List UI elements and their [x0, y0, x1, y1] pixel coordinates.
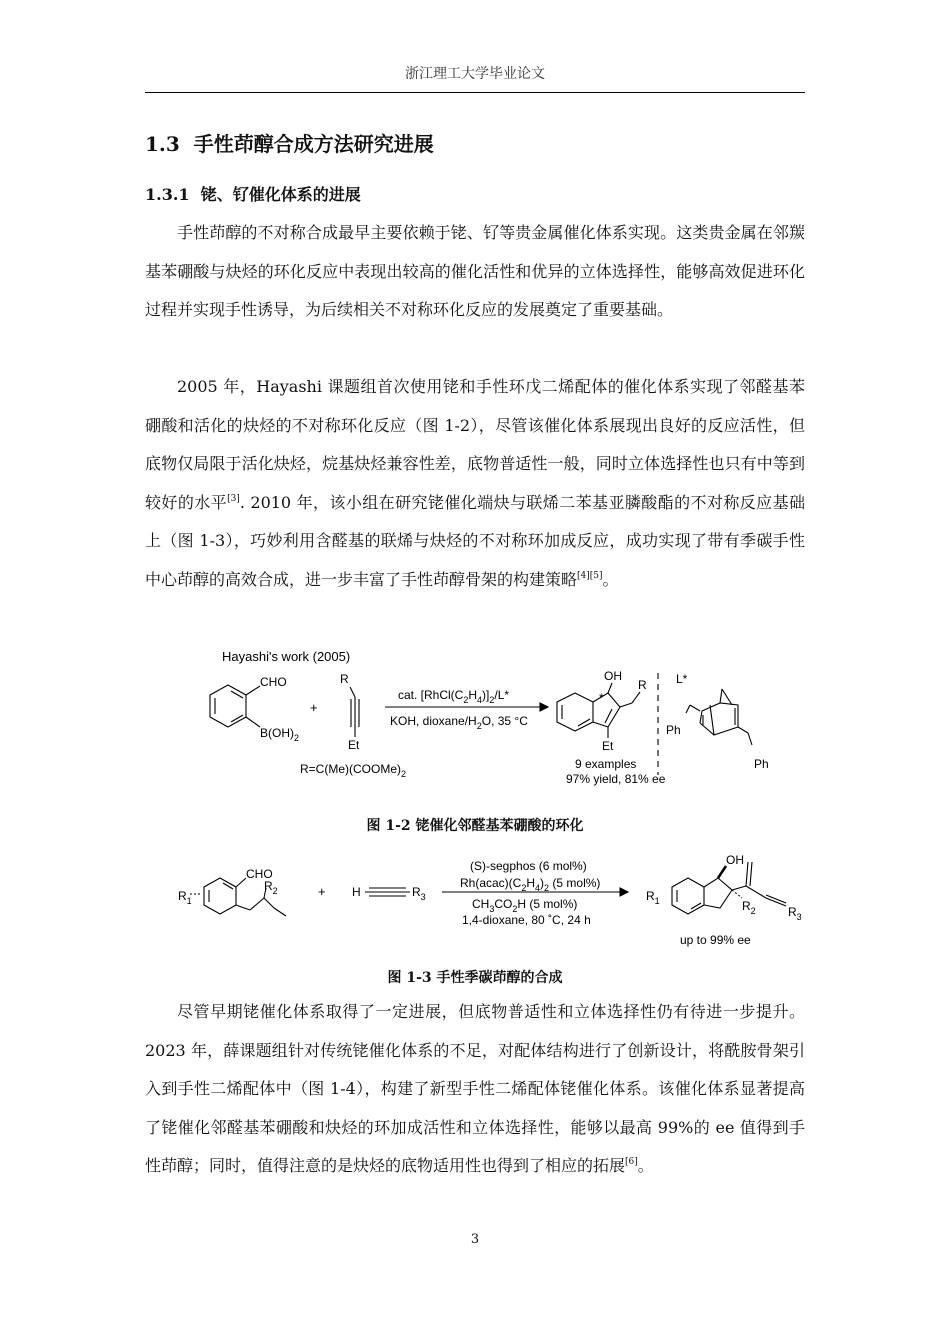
alkyne-h-label: H [352, 885, 361, 899]
p2-part1: 2005 年，Hayashi 课题组首次使用铑和手性环戊二烯配体的催化体系实现了邻醛基苯硼酸和活化的炔烃的不对称环化反应（图 1-2），尽管该催化体系展现出良好的反应活性，但底物仅局限于活化炔烃，烷基炔烃兼容性差，底物普适性一般，同时立体选择性也只有中等到较好的水平 [145, 377, 805, 512]
figure-1-2-scheme [200, 645, 800, 785]
section-title: 手性茚醇合成方法研究进展 [193, 132, 434, 156]
substrate-r1-label: $R_1$ [178, 889, 192, 906]
ligand-ph-2: Ph [754, 757, 769, 771]
product-2-r3-label: $R_3$ [788, 905, 802, 922]
plus-sign: + [310, 700, 318, 715]
p2-part2: . 2010 年，该小组在研究铑催化端炔与联烯二苯基亚膦酸酯的不对称反应基础上（图 1-3），巧妙利用含醛基的联烯与炔烃的不对称环加成反应，成功实现了带有季碳手性中心茚醇的高效合成，进一步丰富了手性茚醇骨架的构建策略 [145, 492, 805, 589]
citation-4-5: [4][5] [577, 570, 603, 581]
figure-1-3-scheme [180, 852, 810, 952]
alkyne-et-label: Et [348, 738, 360, 752]
boronic-acid-label: $B(OH)_2$ [260, 726, 300, 743]
product-2-r1-label: $R_1$ [646, 889, 660, 906]
product-oh-label: OH [604, 669, 622, 683]
page-number: 3 [470, 1232, 480, 1247]
paragraph-3 [145, 993, 805, 1186]
conditions-rh: $Rh(acac)(C_2H_4)_2$ (5 mol%) [460, 876, 601, 893]
p3-end: 。 [637, 1156, 654, 1176]
header-rule [145, 92, 805, 93]
running-header: 浙江理工大学毕业论文 [405, 66, 545, 82]
yield-ee: 97% yield, 81% ee [566, 772, 666, 786]
conditions-solvent-temp: 1,4-dioxane, 80 ˚C, 24 h [462, 913, 591, 927]
paragraph-2 [145, 368, 805, 600]
paragraph-1-text: 手性茚醇的不对称合成最早主要依赖于铑、钌等贵金属催化体系实现。这类贵金属在邻羰基苯硼酸与炔烃的环化反应中表现出较高的催化活性和优异的立体选择性，能够高效促进环化过程并实现手性诱导，为后续相关不对称环化反应的发展奠定了重要基础。 [145, 223, 805, 320]
hayashi-work-label: Hayashi's work (2005) [222, 649, 351, 664]
figure-1-3-caption: 图 1-3 手性季碳茚醇的合成 [387, 970, 563, 986]
substrate-cho-label: CHO [246, 867, 273, 881]
cho-label: CHO [260, 675, 287, 689]
p2-part3: 。 [602, 569, 619, 589]
citation-6: [6] [625, 1157, 638, 1168]
plus-sign-2: + [318, 884, 326, 899]
product-r-label: R [638, 678, 647, 692]
ligand-ph-1: Ph [666, 723, 681, 737]
ligand-structure [700, 703, 738, 735]
p3-text: 尽管早期铑催化体系取得了一定进展，但底物普适性和立体选择性仍有待进一步提升。2023 年，薛课题组针对传统铑催化体系的不足，对配体结构进行了创新设计，将酰胺骨架引入到手性二烯配体中（图 1-4），构建了新型手性二烯配体铑催化体系。该催化体系显著提高了铑催化邻醛基苯硼酸和炔烃的环加成活性和立体选择性，能够以最高 99%的 ee 值得到手性茚醇；同时，值得注意的是炔烃的底物适用性也得到了相应的拓展 [145, 1002, 805, 1176]
ligand-label: L* [676, 672, 688, 686]
section-heading [145, 128, 434, 157]
conditions-acid: $CH_3CO_2H$ (5 mol%) [472, 897, 578, 914]
citation-3: [3] [227, 493, 240, 504]
subsection-number: 1.3.1 [145, 185, 190, 204]
ee-value: up to 99% ee [680, 933, 751, 947]
figure-1-2-caption: 图 1-2 铑催化邻醛基苯硼酸的环化 [366, 818, 584, 834]
paragraph-2-text [145, 368, 805, 600]
substrate-r2-label: $R_2$ [264, 879, 278, 896]
section-number: 1.3 [145, 132, 180, 156]
product-et-label: Et [602, 739, 614, 753]
paragraph-3-text [145, 993, 805, 1186]
product-2-oh-label: OH [726, 853, 744, 867]
subsection-heading [145, 182, 361, 205]
examples-count: 9 examples [575, 757, 637, 771]
subsection-title: 铑、钌催化体系的进展 [200, 185, 361, 204]
conditions-ligand: (S)-segphos (6 mol%) [470, 859, 587, 873]
paragraph-1 [145, 214, 805, 330]
alkyne-r-label: R [340, 672, 349, 686]
alkyne-r3-label: $R_3$ [412, 885, 426, 902]
conditions-catalyst: cat. $[RhCl(C_2H_4)]_2/L*$ [398, 688, 510, 705]
conditions-base-solvent: KOH, dioxane/$H_2O$, 35 °C [390, 714, 528, 731]
stereocenter-star: * [599, 692, 604, 704]
product-2-r2-label: $R_2$ [742, 899, 756, 916]
r-definition: $R=C(Me)(COOMe)_2$ [300, 762, 407, 779]
